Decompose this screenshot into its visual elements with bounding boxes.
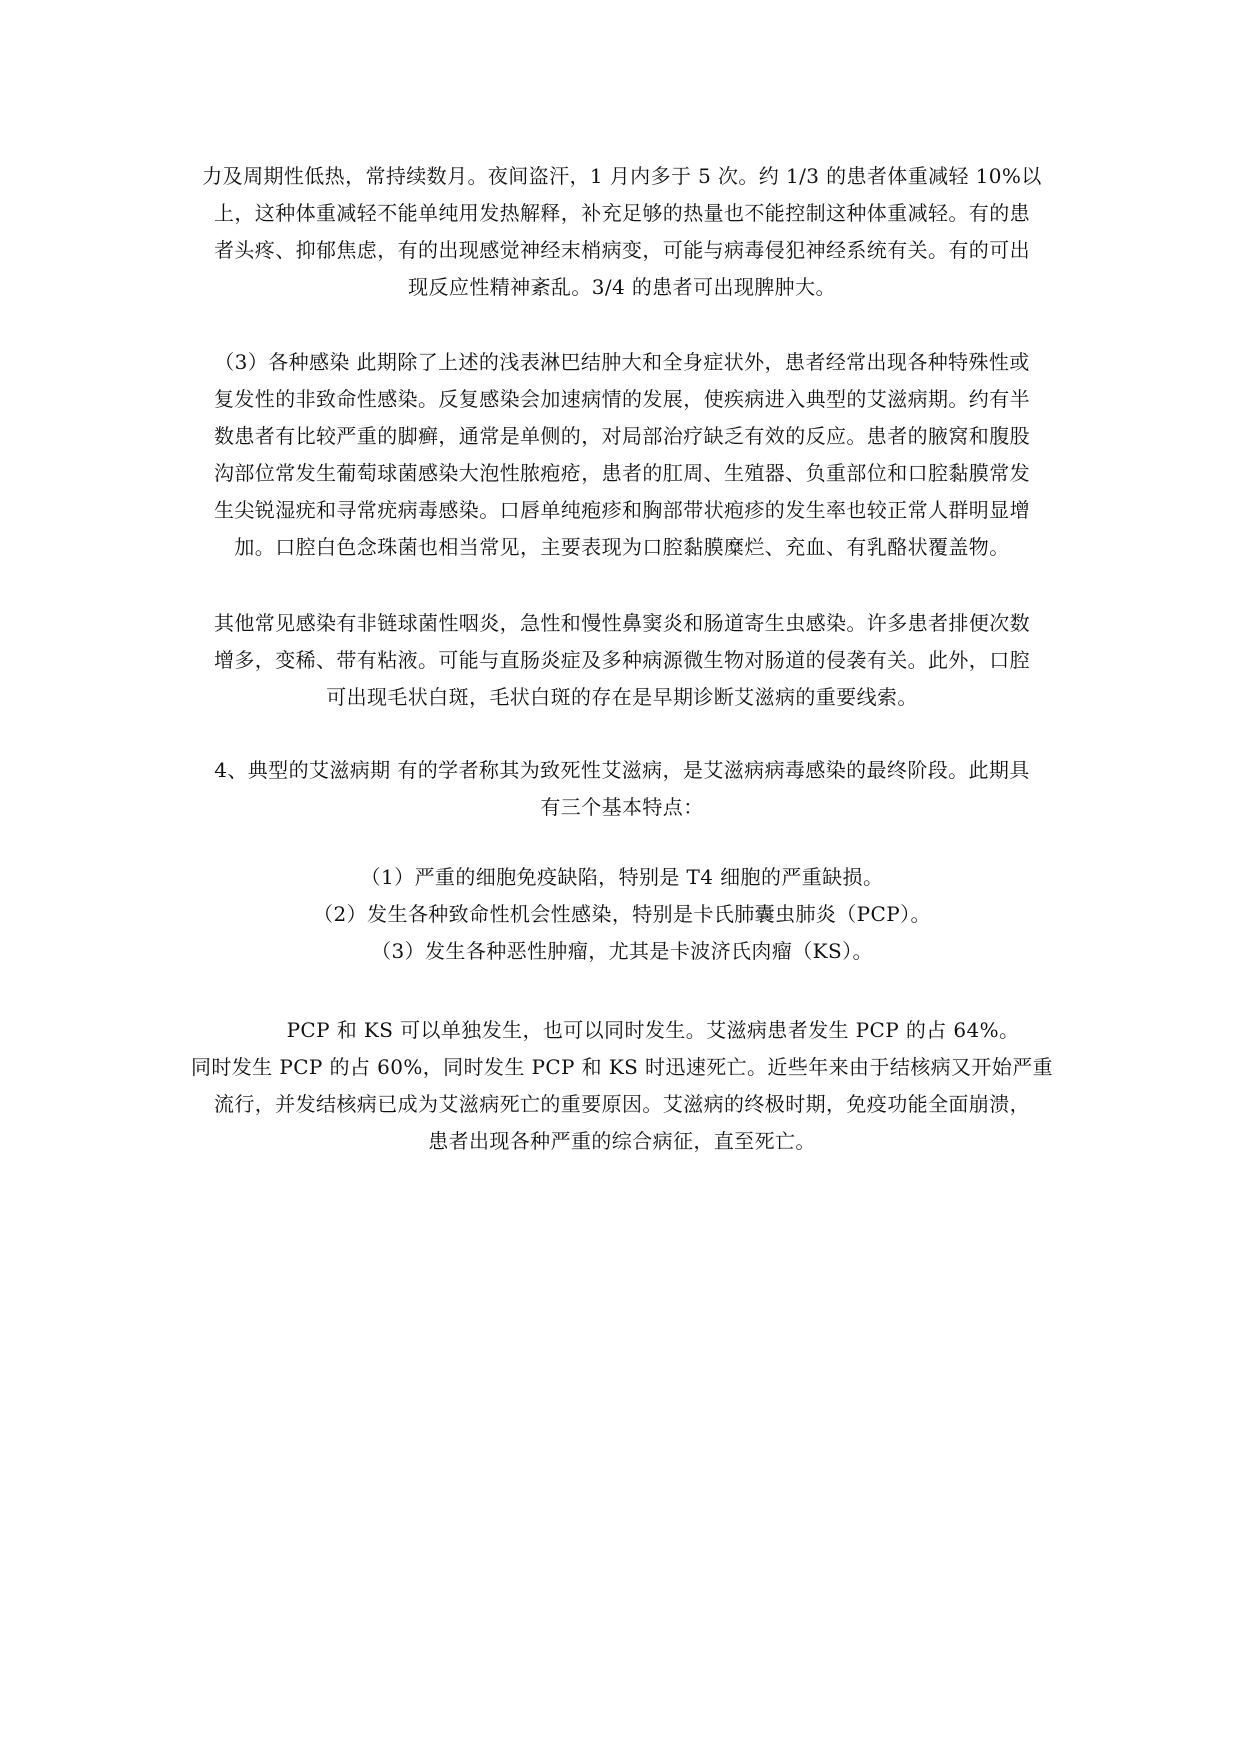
text-line: 复发性的非致命性感染。反复感染会加速病情的发展，使疾病进入典型的艾滋病期。约有半 bbox=[214, 387, 1030, 411]
feature-list bbox=[186, 859, 1058, 970]
paragraph-typical-aids-stage bbox=[186, 752, 1058, 826]
paragraph-infections bbox=[186, 344, 1058, 566]
text-line: 流行，并发结核病已成为艾滋病死亡的重要原因。艾滋病的终极时期，免疫功能全面崩溃， bbox=[214, 1092, 1030, 1116]
text-line: 力及周期性低热，常持续数月。夜间盗汗，1 月内多于 5 次。约 1/3 的患者体重减轻 10%以 bbox=[202, 164, 1042, 188]
text-line: 增多，变稀、带有粘液。可能与直肠炎症及多种病源微生物对肠道的侵袭有关。此外，口腔 bbox=[214, 648, 1030, 672]
list-item: （2）发生各种致命性机会性感染，特别是卡氏肺囊虫肺炎（PCP）。 bbox=[313, 902, 931, 926]
text-line: 可出现毛状白斑，毛状白斑的存在是早期诊断艾滋病的重要线索。 bbox=[326, 685, 918, 709]
paragraph-pcp-ks bbox=[186, 1012, 1058, 1160]
text-line: 生尖锐湿疣和寻常疣病毒感染。口唇单纯疱疹和胸部带状疱疹的发生率也较正常人群明显增 bbox=[214, 498, 1030, 522]
text-line: 有三个基本特点： bbox=[540, 795, 704, 819]
text-line: PCP 和 KS 可以单独发生，也可以同时发生。艾滋病患者发生 PCP 的占 64%。 bbox=[286, 1018, 1020, 1042]
text-line: 其他常见感染有非链球菌性咽炎，急性和慢性鼻窦炎和肠道寄生虫感染。许多患者排便次数 bbox=[214, 611, 1030, 635]
paragraph-symptoms bbox=[186, 158, 1058, 306]
text-line: 数患者有比较严重的脚癣，通常是单侧的，对局部治疗缺乏有效的反应。患者的腋窝和腹股 bbox=[214, 424, 1030, 448]
list-item: （3）发生各种恶性肿瘤，尤其是卡波济氏肉瘤（KS）。 bbox=[371, 939, 873, 963]
list-item: （1）严重的细胞免疫缺陷，特别是 T4 细胞的严重缺损。 bbox=[360, 865, 884, 889]
text-line: 现反应性精神紊乱。3/4 的患者可出现脾肿大。 bbox=[408, 275, 836, 299]
text-line: 沟部位常发生葡萄球菌感染大泡性脓疱疮，患者的肛周、生殖器、负重部位和口腔黏膜常发 bbox=[214, 461, 1030, 485]
text-line: 加。口腔白色念珠菌也相当常见，主要表现为口腔黏膜糜烂、充血、有乳酪状覆盖物。 bbox=[234, 535, 1010, 559]
text-line: 者头疼、抑郁焦虑，有的出现感觉神经末梢病变，可能与病毒侵犯神经系统有关。有的可出 bbox=[214, 238, 1030, 262]
paragraph-other-infections bbox=[186, 605, 1058, 716]
text-line: 同时发生 PCP 的占 60%，同时发生 PCP 和 KS 时迅速死亡。近些年来由于结核病又开始严重 bbox=[190, 1055, 1054, 1079]
text-line: （3）各种感染 此期除了上述的浅表淋巴结肿大和全身症状外，患者经常出现各种特殊性或 bbox=[214, 350, 1030, 374]
text-line: 4、典型的艾滋病期 有的学者称其为致死性艾滋病，是艾滋病病毒感染的最终阶段。此期具 bbox=[214, 758, 1030, 782]
text-line: 患者出现各种严重的综合病征，直至死亡。 bbox=[428, 1129, 816, 1153]
text-line: 上，这种体重减轻不能单纯用发热解释，补充足够的热量也不能控制这种体重减轻。有的患 bbox=[214, 201, 1030, 225]
